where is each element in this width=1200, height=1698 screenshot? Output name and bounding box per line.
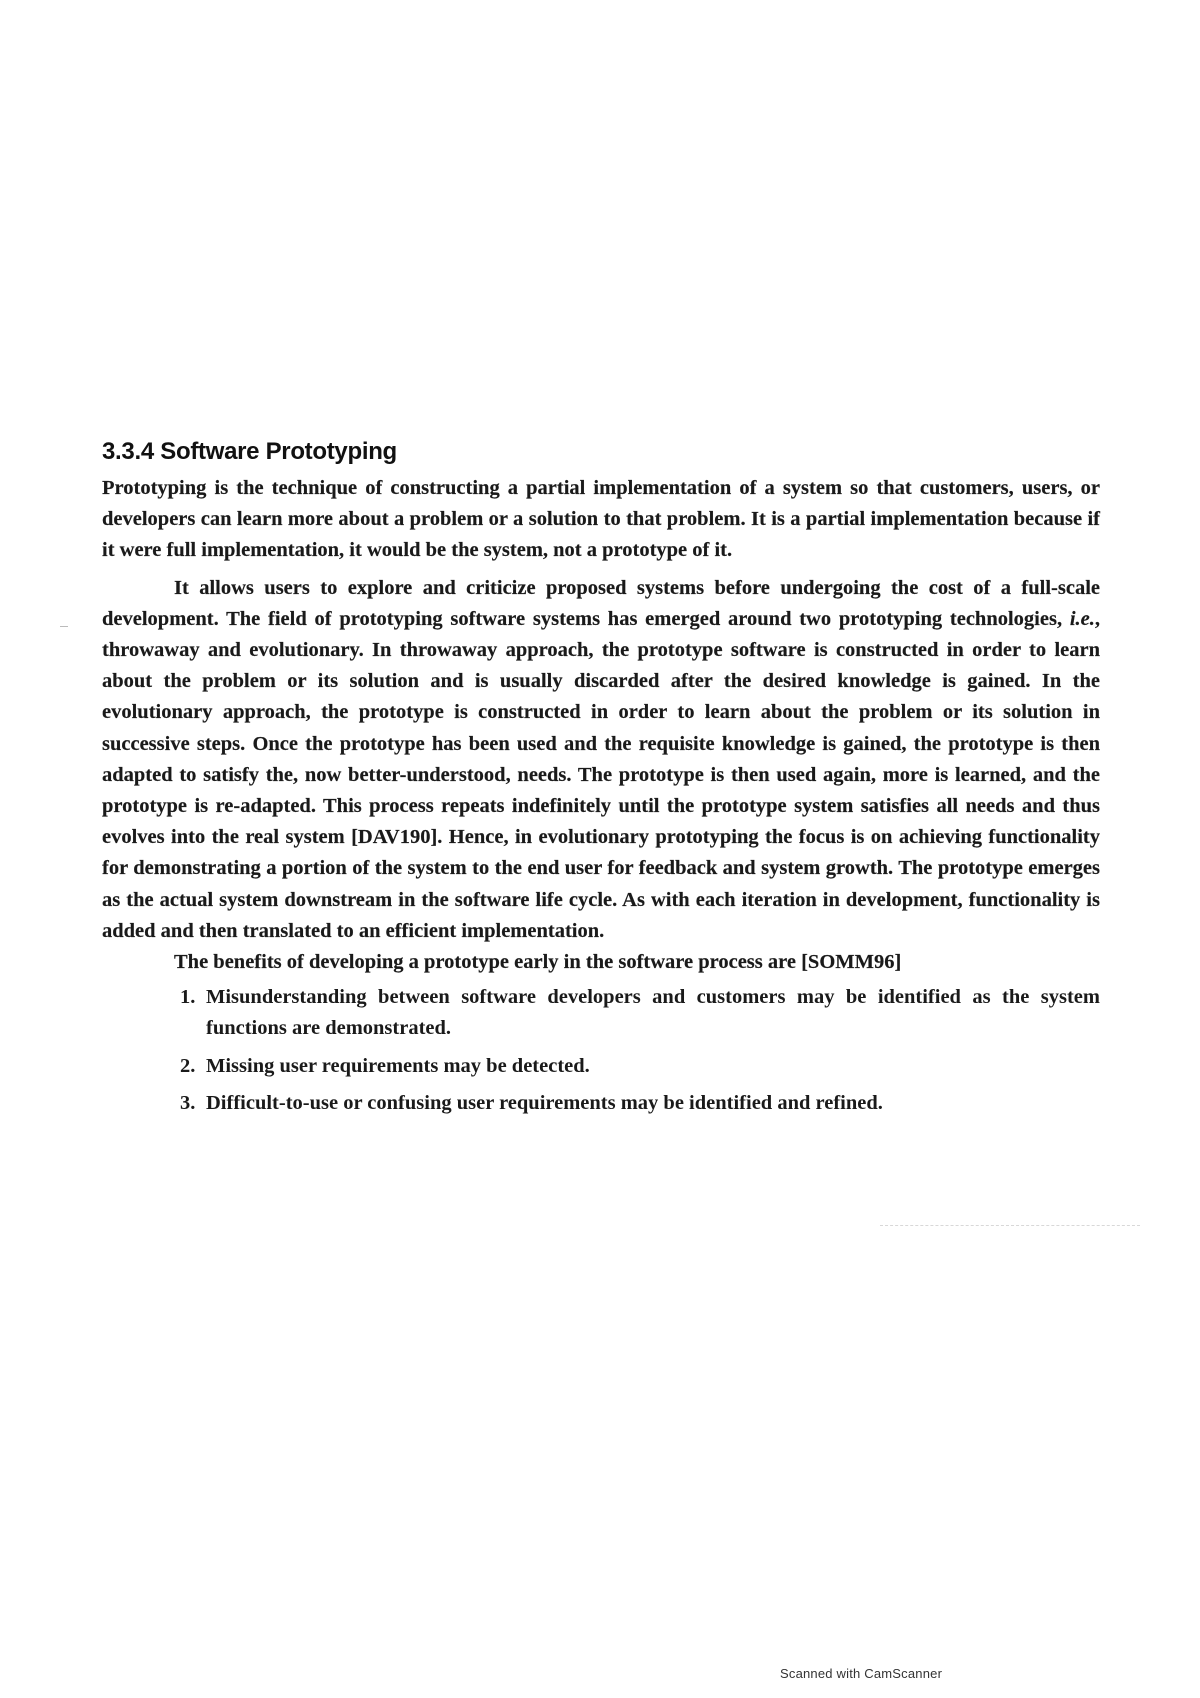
list-item bbox=[180, 1088, 1100, 1119]
list-item-text: Misunderstanding between software developers and customers may be identified as the system functions are demonstrated. bbox=[206, 986, 1100, 1040]
faint-scan-line bbox=[880, 1225, 1140, 1226]
list-item bbox=[180, 982, 1100, 1044]
list-item-text: Difficult-to-use or confusing user requirements may be identified and refined. bbox=[206, 1091, 883, 1114]
paragraph-approaches-part-2: , throwaway and evolutionary. In throwaway approach, the prototype software is constructed in order to learn about the problem or its solution and is usually discarded after the desired knowledge is gained. In the evolutionary approach, the prototype is constructed in order to learn about the problem or its solution in successive steps. Once the prototype has been used and the requisite knowledge is gained, the prototype is then adapted to satisfy the, now better-understood, needs. The prototype is then used again, more is learned, and the prototype is re-adapted. This process repeats indefinitely until the prototype system satisfies all needs and thus evolves into the real system [DAV190]. Hence, in evolutionary prototyping the focus is on achieving functionality for demonstrating a portion of the system to the end user for feedback and system growth. The prototype emerges as the actual system downstream in the software life cycle. As with each iteration in development, functionality is added and then translated to an efficient implementation. bbox=[102, 607, 1100, 942]
list-item-text: Missing user requirements may be detected. bbox=[206, 1054, 590, 1077]
section-software-prototyping bbox=[102, 438, 1100, 1125]
benefits-intro: The benefits of developing a prototype early in the software process are [SOMM96] bbox=[174, 951, 902, 974]
paragraph-approaches-part-1: It allows users to explore and criticize proposed systems before undergoing the cost of a full-scale development. The field of prototyping software systems has emerged around two prototyping technologies, bbox=[102, 576, 1100, 630]
paragraph-approaches bbox=[102, 573, 1100, 947]
list-item-number: 1. bbox=[180, 986, 196, 1009]
list-item bbox=[180, 1051, 1100, 1082]
list-item-number: 3. bbox=[180, 1091, 196, 1114]
benefits-list bbox=[102, 982, 1100, 1119]
paragraph-approaches-ie: i.e. bbox=[1069, 607, 1095, 630]
section-heading: 3.3.4 Software Prototyping bbox=[102, 438, 397, 465]
list-item-number: 2. bbox=[180, 1054, 196, 1077]
scanner-watermark: Scanned with CamScanner bbox=[780, 1666, 943, 1681]
paragraph-definition: Prototyping is the technique of constructing a partial implementation of a system so that customers, users, or developers can learn more about a problem or a solution to that problem. It is a partial implementation because if it were full implementation, it would be the system, not a prototype of it. bbox=[102, 477, 1100, 562]
margin-mark bbox=[60, 626, 68, 627]
